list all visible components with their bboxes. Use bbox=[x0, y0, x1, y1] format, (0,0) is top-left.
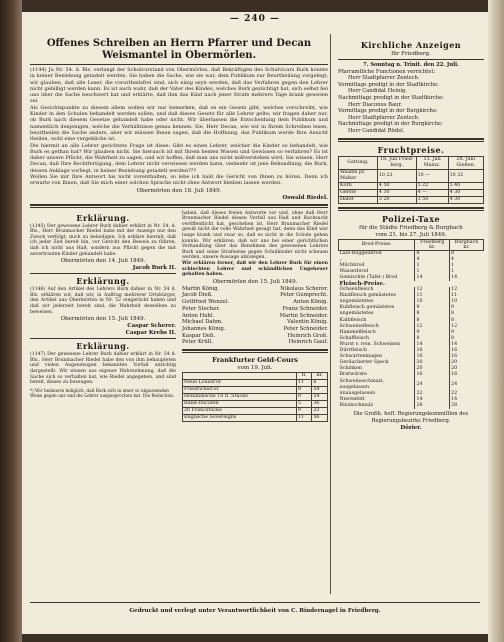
book-spine bbox=[0, 0, 22, 642]
declaration-signature: Jacob Burk II. bbox=[132, 265, 176, 272]
divider bbox=[30, 602, 480, 603]
table-row: Wasserbrod 1 1 bbox=[339, 269, 484, 275]
police-subtitle: für die Städte Friedberg & Burgbach bbox=[359, 224, 463, 231]
left-column bbox=[30, 38, 328, 600]
witness-text: haben, daß dieses freien Antworte vor und, ohne daß Herr Brunmacher Riedel diesen Vorfall aus Haß und Rachsucht veröffentlicht hat, geschehen ist. Herr Brunmacher Riedel gewiß nicht die volle Wahrheit gesagt hat, denn das Kind war lange krank und zwar so, daß es nicht in die Schule gehen konnte. Wir erklären, daß wir uns bei einer gerichtlichen Verhandlung über das Benehmen des gewesenen Lehrers Burk und seine Strafweise gegen Schulkinder nicht scheuen werden, unsere Aussage abzulegen. bbox=[182, 210, 328, 261]
police-title: Polizei-Taxe bbox=[381, 213, 441, 224]
table-row: Geräucherter Speck 20 20 bbox=[339, 360, 484, 366]
divider bbox=[338, 138, 484, 142]
table-row: Milchbrod 1 1 bbox=[339, 263, 484, 269]
table-row: Dürrfleisch 16 16 bbox=[339, 348, 484, 354]
section-row: Fleisch-Preise. bbox=[339, 281, 385, 287]
editorial-note: *) Wir bedauern lediglich, daß Burk sich in einer so unpassenden Weise gegen uns und die Lehrer ausgesprochen hat. Die Redaction. bbox=[30, 387, 175, 398]
witness-date: Obermörlen den 15. Juli 1849. bbox=[212, 278, 298, 285]
table-row: Hafer 3 20 3 50 4 30 bbox=[339, 196, 484, 203]
table-row: ungemästetes 8 8 bbox=[339, 311, 484, 317]
table-row: Schweineschmalz, ausgelassen 24 24 bbox=[339, 379, 484, 391]
divider bbox=[30, 204, 328, 208]
table-row: Korn 4 50 5 22 5 40 bbox=[339, 182, 484, 189]
table-row: Holländische 10 fl. Stücke 9 54 bbox=[183, 394, 328, 401]
closing-text: Die Großh. heſſ. Regierungskommiſſion des Regierungsbezirks Friedberg. bbox=[353, 410, 469, 424]
table-row: Rindfleisch gemästetes 11 11 bbox=[339, 293, 484, 299]
right-column bbox=[338, 38, 484, 600]
church-item: Vormittags predigt in der Burgkirche: Herr Stadtpfarrer Zentsch. bbox=[338, 108, 438, 121]
witness-bold-line: Wir erklären ferner, daß wir den Lehrer Burk für einen schlechten Lehrer und schändlichen Ungeheuer gehalten haben. bbox=[182, 260, 328, 278]
declarations-column bbox=[30, 211, 176, 398]
currency-date: vom 19. Juli. bbox=[237, 365, 273, 372]
name-row: Gottfried Wenzel. Anton König. bbox=[182, 299, 328, 306]
table-row: Friedrichsd'or 9 54 bbox=[183, 387, 328, 394]
table-row: Schwartenmagen 16 16 bbox=[339, 354, 484, 360]
closing-signature: Dörier. bbox=[400, 425, 422, 432]
name-row: Anton Hahl. Martin Schneider. bbox=[182, 312, 328, 319]
imprint: Gedruckt und verlegt unter Verantwortlichkeit von C. Bindernagel in Friedberg. bbox=[129, 608, 381, 614]
table-row: Laib-Roggenbrod 8 8 bbox=[339, 250, 484, 257]
table-row: Gerste 4 30 4 — 4 30 bbox=[339, 189, 484, 196]
church-sunday: 7. Sonntag n. Trinit. den 22. Juli. bbox=[363, 62, 459, 68]
witness-names bbox=[182, 286, 328, 346]
declaration-title: Erklärung. bbox=[76, 212, 130, 223]
table-row: Rindsschmalz 28 28 bbox=[339, 403, 484, 409]
church-item: Vormittags predigt in der Stadtkirche: Herr Candidat Heinig. bbox=[338, 81, 439, 95]
letter-paragraph: Die hiermit an alle Lehrer gerichtete Frage ist diese: Gibt es einen Lehrer, welcher die Kinder so behandelt, wie Burk es gethan hat? Wir glauben nicht. Sie hierauch ist mit Ihrem besten Wissen und Gewissen so verfahren? Es ist daher unsere Pflicht, die Wahrheit zu sagen, und wir hoffen, daß man uns nicht mißverstehen wird. Sie wissen, Herr Decan, daß Ihre Rechtfertigung, dem Lehrer nicht verwiesen werden kann, vielmehr ist jene Behandlung, die Burk, dessen Anklage vorliegt, in keiner Beziehung getadelt werden??? bbox=[30, 142, 328, 174]
declaration-signature: Caspar Krebs II. bbox=[125, 330, 176, 337]
divider bbox=[30, 338, 176, 339]
table-row: Rand-Ducaten 5 36 bbox=[183, 401, 328, 408]
table-row: „ 4 4 bbox=[339, 257, 484, 263]
letter-title: Offenes Schreiben an Herrn Pfarrer und Decan Weismantel in Obermörlen. bbox=[46, 38, 312, 61]
divider bbox=[30, 273, 176, 274]
declaration-signature: Caspar Scherer. bbox=[127, 323, 176, 330]
name-row: Jacob Dieß. Peter Gumprecht. bbox=[182, 292, 328, 299]
table-row: Gemischte (Tafel-) Brod 14 14 bbox=[339, 275, 484, 281]
currency-title: Frankfurter Geld-Cours bbox=[212, 356, 298, 365]
name-row: Kaspar Deß. Heinrich Groß. bbox=[182, 332, 328, 339]
table-row: Wurst v. rein. Schweinen 14 14 bbox=[339, 342, 484, 348]
currency-table: fl. kr. Neue Louisd'or 11 6 Friedrichsd'or 9 54 Holländische 10 fl. Stücke 9 54 Rand-Ducaten 5 36 20 Francstücke 9 33 Englische Sovereigns 11 56 bbox=[182, 372, 328, 422]
table-row: Waizen pr. Malter 10 22 10 — 10 32 bbox=[339, 169, 484, 182]
divider bbox=[338, 59, 484, 60]
declaration-title: Erklärung. bbox=[76, 341, 130, 352]
grain-table: Gattung. 18. Juli Fried-berg. 13. Juli Mainz. 28. Juni Gießen. Waizen pr. Malter 10 22 10 — 10 32 Korn 4 50 5 22 5 40 Gerste 4 30 4 — 4 30 Hafer 3 20 3 50 4 30 bbox=[338, 156, 484, 204]
page-number: — 240 — bbox=[229, 14, 281, 24]
table-row: 20 Francstücke 9 33 bbox=[183, 408, 328, 415]
declaration-date: Obermörlen den 14. Juli 1849. bbox=[60, 258, 146, 265]
declaration-title: Erklärung. bbox=[76, 276, 130, 287]
declaration-text: (1147) Der gewesene Lehrer Burk dahier erklärt in Nr. 54 d. Bls., Herr Brunmacher Riedel habe den von ihm behaupteten und vielen Augenzeugen bekannten Vorfall unrichtig dargestellt. Wir wissen aus eigener Wahrnehmung, daß die Sache sich so verhalten hat, wie Riedel angegeben, und sind bereit, dieses zu bezeugen. bbox=[30, 352, 176, 386]
price-table: Brod-Preise. Friedberg kr. Burgbach kr. Laib-Roggenbrod 8 8 „ 4 4 Milchbrod 1 1 Wasserbrod 1 1 Gemischte (Tafel-) Brod 14 14 Fleisch-Preise. Ochsenfleisch 12 12 Rindfleisch gemästetes 11 11 ungemästetes 10 10 Kuhfleisch gemästetes 9 9 ungemästetes 8 8 Kalbfleisch 8 8 Schweinefleisch 12 12 Hammelfleisch 9 9 Schaffleisch 8 8 Wurst v. rein. Schweinen 14 14 Dürrfleisch 16 16 Schwartenmagen 16 16 Geräucherter Speck 20 20 Schinken 20 20 Bratwürste 16 16 Schweineschmalz, ausgelassen 24 24 unausgelassen 22 22 Nierenfett 14 14 Rindsschmalz 28 28 bbox=[338, 239, 484, 409]
church-title: Kirchliche Anzeigen bbox=[360, 40, 462, 50]
table-row: unausgelassen 22 22 bbox=[339, 391, 484, 397]
name-row: Martin König. Nikolaus Scherer. bbox=[182, 285, 328, 292]
table-row: Neue Louisd'or 11 6 bbox=[183, 380, 328, 387]
witness-column bbox=[182, 211, 328, 422]
table-row: Schweinefleisch 12 12 bbox=[339, 324, 484, 330]
letter-date: Obermörlen den 18. Juli 1849. bbox=[136, 187, 222, 194]
table-row: Kuhfleisch gemästetes 9 9 bbox=[339, 305, 484, 311]
newspaper-sheet bbox=[22, 12, 488, 634]
declaration-date: Obermörlen den 15. Juli 1849. bbox=[60, 316, 146, 323]
table-row: Schinken 20 20 bbox=[339, 366, 484, 372]
column-divider bbox=[330, 34, 331, 594]
name-row: Michael Dahm. Valentin König. bbox=[182, 319, 328, 326]
police-date: vom 21. bis 27. Juli 1849. bbox=[375, 231, 447, 238]
page-edge bbox=[488, 0, 504, 642]
table-row: Englische Sovereigns 11 56 bbox=[183, 415, 328, 422]
table-row: Schaffleisch 8 8 bbox=[339, 336, 484, 342]
divider bbox=[182, 349, 328, 353]
divider bbox=[30, 64, 328, 65]
table-row: ungemästetes 10 10 bbox=[339, 299, 484, 305]
table-row: Bratwürste 16 16 bbox=[339, 372, 484, 378]
church-item: Nachmittags predigt in der Burgkirche: Herr Candidat Rödel. bbox=[338, 121, 443, 134]
table-row: Kalbfleisch 8 8 bbox=[339, 318, 484, 324]
name-row: Johannes König. Peter Schneider. bbox=[182, 325, 328, 332]
table-row: Hammelfleisch 9 9 bbox=[339, 330, 484, 336]
name-row: Peter Stecher. Franz Schneider. bbox=[182, 305, 328, 312]
letter-paragraph: Als Gesichtspunkte zu diesem allem wollen wir nur bemerken, daß es ein Gesetz gibt, welches vorschreibt, wie Kinder in den Schulen behandelt werden sollen, und daß dieses Gesetz für alle Lehrer gelte; wir fragen daher nur, ob Burk nach diesem Gesetze gehandelt habe oder nicht. Wir überlassen die Entscheidung dem Publikum und namentlich denjenigen, welche die Verhältnisse genau kennen. Sie, Herr Decan, wie wir in Ihrem Schreiben lesen, beurtheilen die Sache anders, aber wir müssen Ihnen sagen, daß die Hoffnung, das Publikum werde Ihre Ansicht theilen, wohl eine vergebliche ist. bbox=[30, 104, 328, 143]
declaration-text: (1146) Auf den Artikel des Lehrers Burk dahier in Nr. 54 d. Bls. erklären wir, daß wir, in Auftrag mehrerer Ortsbürger, den Artikel aus Obermörlen in Nr. 52 eingerückt haben und daß wir jederzeit bereit sind, die Wahrheit desselben zu beweisen. bbox=[30, 287, 176, 315]
letter-paragraph: Wollen Sie mir Ihre Antwort bis nicht vorenthalten, so lebe ich bald die Gericht von Ihnen zu hören. Denn ich erwarte von Ihnen, daß Sie mich einer solchen Sprache nicht ohne Antwort bleiben lassen werden. bbox=[30, 174, 328, 187]
letter-signature: Oswald Riedel. bbox=[282, 194, 328, 201]
table-row: Ochsenfleisch 12 12 bbox=[339, 287, 484, 293]
table-row: Nierenfett 14 14 bbox=[339, 397, 484, 403]
church-item: Pfarramtliche Functionen verrichtet: Herr Stadtpfarrer Zentsch. bbox=[338, 68, 436, 82]
letter-paragraph: (1144) Ju Nr. 54. d. Bls. verlangt der Schulvorstand von Obermörlen, daß Bekräftigen des Schulvicars Burk konnte in keiner Beziehung getadelt werden. Sie haben die Sache, wie sie war, dem Publikum zur Beurtheilung vorgelegt; wir glauben, daß alle Leser, die vorurtheilsfrei sind, sich einig seyn werden, daß das Verfahren gegen den Lehrer nicht gebilligt werden kann. Es ist auch wahr, daß der Vater des Kindes, welches Burk gezüchtigt hat, sich selbst bei uns über die Sache beschwert hat und erklärte, daß ihm das Kind nach jener Strafe mehrere Tage krank gewesen sei. bbox=[30, 67, 328, 105]
church-item: Nachmittags predigt in der Stadtkirche: Herr Diaconus Baur. bbox=[338, 94, 444, 108]
church-subtitle: für Friedberg. bbox=[391, 51, 431, 57]
declaration-text: (1145) Der gewesene Lehrer Burk dahier erklärt in Nr. 54. d. Bls., Herr Brunmacher Riedel habe mit der Anzeige nur den Zweck verfolgt, mich zu beleidigen. Ich erkläre hiermit, daß ich jeder Zeit bereit bin, vor Gericht den Beweis zu führen, daß ich nicht aus Haß, sondern aus Pflicht gegen die mir anvertrauten Kinder gehandelt habe. bbox=[30, 223, 176, 257]
divider bbox=[338, 207, 484, 211]
name-row: Peter Krüll. Heinrich Gauf. bbox=[182, 339, 328, 346]
grain-title: Fruchtpreise. bbox=[377, 144, 445, 155]
